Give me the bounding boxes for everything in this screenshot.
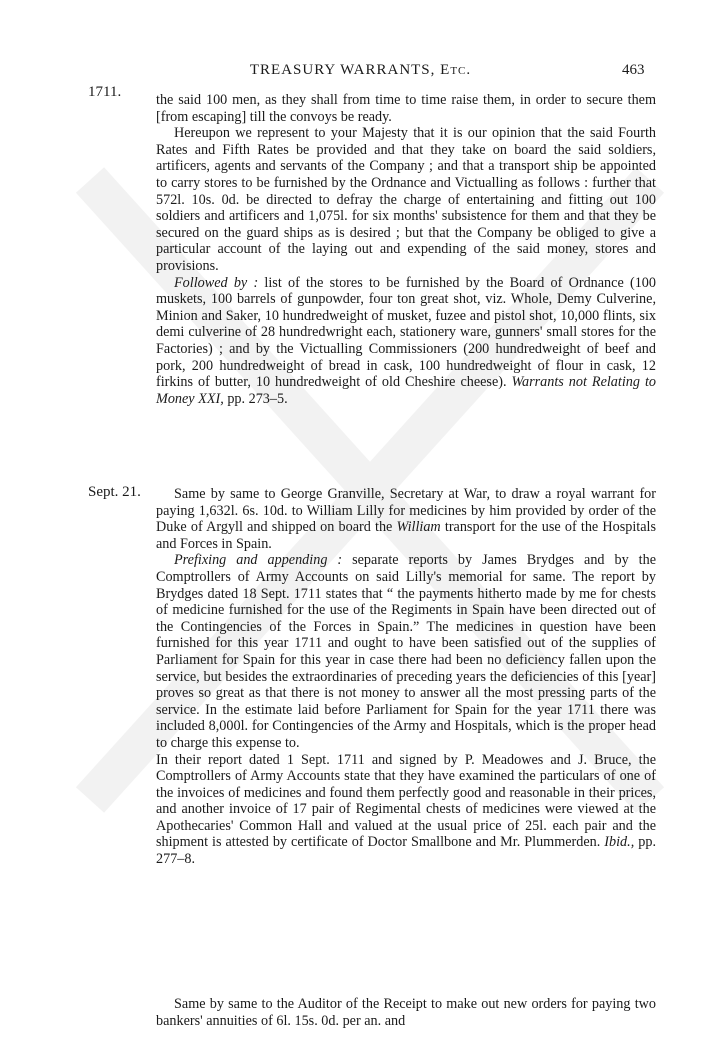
- ship-name: William: [396, 519, 441, 536]
- followed-by-label: Followed by :: [174, 274, 259, 291]
- entry-intro: Same by same to George Granville, Secretary at War, to draw a royal warrant for paying 1,632l. 6s. 10d. to William Lilly for medicines by him provided by order of the Duke of Argyll and shipped on board the William transport for the use of the Hospitals and Forces in Spain.: [156, 486, 656, 552]
- entry-sept-21: [156, 486, 656, 868]
- prefixing-paragraph: Prefixing and appending : separate reports by James Brydges and by the Comptrollers of Army Accounts on said Lilly's memorial for same. The report by Brydges dated 18 Sept. 1711 states that “ the payments hitherto made by me for chests of medicine furnished for the use of the Regiments in Spain have been directed out of the Contingencies of the Forces in Spain.” The medicines in question have been furnished for this year 1711 and ought to have been satisfied out of the supplies of Parliament for Spain for this year in case there had been no deficiency fallen upon the service, but besides the extraordinaries of preceding years the deficiencies of this [year] proves so great as that there is not money to answer all the most pressing parts of the service. In the estimate laid before Parliament for Spain for the year 1711 there was included 8,000l. for Contingencies of the Army and Hospitals, which is the proper head to charge this expense to.: [156, 552, 656, 751]
- followed-by-text: list of the stores to be furnished by the Board of Ordnance (100 muskets, 100 barrels of gunpowder, four ton great shot, viz. Whole, Demy Culverine, Minion and Saker, 10 hundredweight of musket, fuzee and pistol shot, 10,000 flints, six demi culverine of 28 hundredwright each, stationery ware, gunners' small stores for the Factories) ; and by the Victualling Commissioners (200 hundredweight of beef and pork, 200 hundredweight of bread in cask, 100 hundredweight of flour in cask, 12 firkins of butter, 10 hundredweight of old Cheshire cheese).: [156, 274, 656, 391]
- source-reference: Warrants not Relating to Money XXI,: [156, 374, 656, 407]
- margin-date: Sept. 21.: [88, 484, 141, 500]
- source-reference: Ibid.,: [604, 834, 635, 851]
- entry-auditor: [156, 996, 656, 1029]
- running-header-title: TREASURY WARRANTS, Etc.: [249, 62, 472, 78]
- paragraph: Hereupon we represent to your Majesty that it is our opinion that the said Fourth Rates and Fifth Rates be provided and that they take on board the said soldiers, artificers, agents and servants of the Company ; and that a transport ship be appointed to carry stores to be furnished by the Ordnance and Victualling as follows : further that 572l. 10s. 0d. be directed to defray the charge of entertaining and fitting out 100 soldiers and artificers and 1,075l. for six months' subsistence for them and that they be secured on the guard ships as is desired ; but that the Company be obliged to give a particular account of the laying out and expending of the said money, stores and provisions.: [156, 125, 656, 274]
- paragraph: the said 100 men, as they shall from time to time raise them, in order to secure them [from escaping] till the convoys be ready.: [156, 92, 656, 125]
- source-pages: pp. 273–5.: [223, 390, 288, 407]
- source-pages: pp. 277–8.: [156, 834, 656, 868]
- prefixing-label: Prefixing and appending :: [174, 552, 343, 569]
- margin-year: 1711.: [88, 84, 122, 100]
- page-number: 463: [622, 62, 645, 78]
- followed-by-paragraph: [156, 275, 656, 408]
- paragraph: Same by same to the Auditor of the Receipt to make out new orders for paying two bankers' annuities of 6l. 15s. 0d. per an. and: [156, 996, 656, 1029]
- entry-continuation: [156, 92, 656, 407]
- report-paragraph: In their report dated 1 Sept. 1711 and signed by P. Meadowes and J. Bruce, the Comptrollers of Army Accounts state that they have examined the particulars of one of the invoices of medicines and found them perfectly good and reasonable in their prices, and another invoice of 17 pair of Regimental chests of medicines were viewed at the Apothecaries' Common Hall and valued at the usual price of 25l. each pair and the shipment is attested by certificate of Doctor Smallbone and Mr. Plummerden. Ibid., pp. 277–8.: [156, 751, 656, 868]
